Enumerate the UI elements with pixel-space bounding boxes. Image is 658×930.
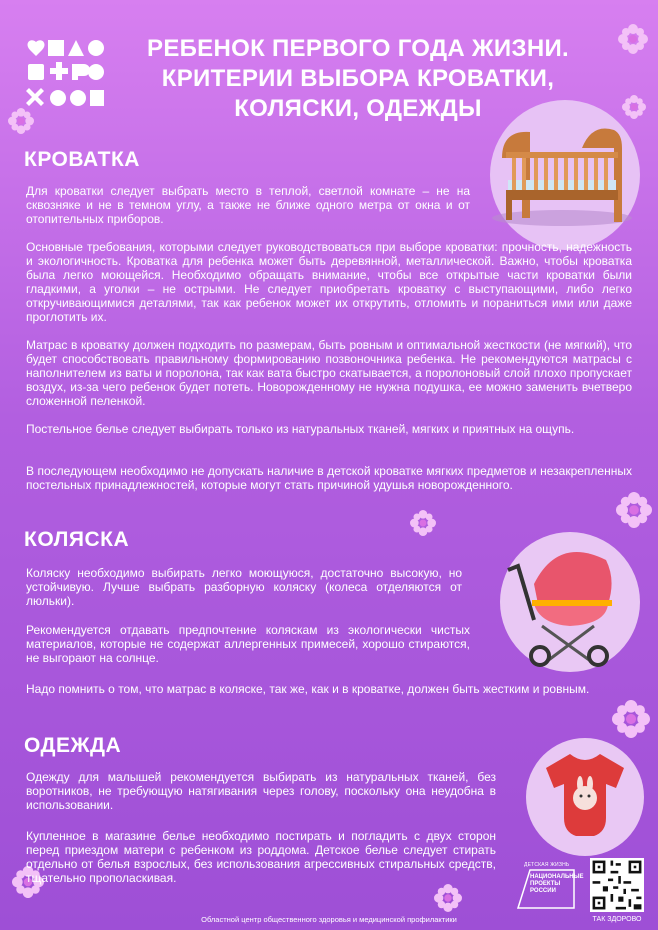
bodysuit-illustration <box>532 744 638 850</box>
title-line-2: КРИТЕРИИ ВЫБОРА КРОВАТКИ, <box>161 65 555 92</box>
clothes-paragraph-1: Одежду для малышей рекомендуется выбирать из натуральных тканей, без воротников, не требующую натягивания через голову, поскольку она неудобна в использовании. <box>26 770 496 812</box>
title-line-3: КОЛЯСКИ, ОДЕЖДЫ <box>234 95 482 122</box>
stroller-paragraph-1: Коляску необходимо выбирать легко моющуюся, достаточно высокую, но устойчивую. Лучше выбрать разборную коляску (колеса отделяются от люльки). <box>26 566 462 608</box>
stroller-illustration <box>498 540 628 670</box>
crib-paragraph-3: Матрас в кроватку должен подходить по размерам, быть ровным и оптимальной жесткости (не мягкий), что будет способствовать правильному формированию позвоночника ребенка. Не рекомендуются матрасы с наполнителем из ваты и поролона, так как вата быстро скатывается, а поролоновый слой плохо пропускает воздух, из-за чего ребенок будет потеть. Новорожденному не нужна подушка, ее можно заменить вчетверо сложенной пеленкой. <box>26 338 632 408</box>
crib-paragraph-4: Постельное белье следует выбирать только из натуральных тканей, мягких и приятных на ощупь. <box>26 422 575 436</box>
flower-icon <box>434 884 462 912</box>
flower-icon <box>612 700 650 738</box>
np-line-2: ПРОЕКТЫ <box>530 881 561 887</box>
qr-label: ТАК ЗДОРОВО <box>592 916 642 923</box>
flower-icon <box>8 108 34 134</box>
crib-illustration <box>482 118 632 228</box>
np-line-1: НАЦИОНАЛЬНЫЕ <box>530 874 584 880</box>
stroller-paragraph-2: Рекомендуется отдавать предпочтение коляскам из экологически чистых материалов, которые не содержат аллергенных примесей, хорошо стираются, не выгорают на солнце. <box>26 623 470 665</box>
np-small-label: ДЕТСКАЯ ЖИЗНЬ <box>524 862 570 868</box>
clothes-paragraph-2: Купленное в магазине белье необходимо постирать и погладить с двух сторон перед приездом матери с ребенком из роддома. Детское белье следует стирать отдельно от белья взрослых, без использования агрессивных стиральных средств, тщательно прополаскивая. <box>26 829 496 885</box>
flower-icon <box>410 510 436 536</box>
zdorovo-logo-icon <box>26 38 104 112</box>
np-line-3: РОССИИ <box>530 888 556 894</box>
national-projects-logo <box>516 860 584 910</box>
footer-organization: Областной центр общественного здоровья и медицинской профилактики <box>201 915 457 924</box>
stroller-heading: КОЛЯСКА <box>24 528 130 551</box>
crib-paragraph-2: Основные требования, которыми следует руководствоваться при выборе кроватки: прочность, надежность и экологичность. Кроватка для ребенка может быть деревянной, металлической. Важно, чтобы кроватка была легко моющейся. Необходимо обращать внимание, чтобы все открытые части кроватки были гладкими, а уголки – не острыми. Не следует приобретать кроватку с выступающими, либо легко откручивающимися деталями, так как ребенок может их открутить, отломить и пораниться ими или даже проглотить их. <box>26 240 632 324</box>
clothes-heading: ОДЕЖДА <box>24 734 122 757</box>
flower-icon <box>622 95 646 119</box>
stroller-paragraph-3: Надо помнить о том, что матрас в коляске, так же, как и в кроватке, должен быть жестким и ровным. <box>26 682 590 696</box>
flower-icon <box>618 24 648 54</box>
flower-icon <box>616 492 652 528</box>
title-line-1: РЕБЕНОК ПЕРВОГО ГОДА ЖИЗНИ. <box>147 35 569 62</box>
crib-heading: КРОВАТКА <box>24 148 140 171</box>
crib-paragraph-1: Для кроватки следует выбрать место в теплой, светлой комнате – не на сквозняке и не в темном углу, а также не ближе одного метра от окна и от отопительных приборов. <box>26 184 470 226</box>
qr-code[interactable] <box>590 858 644 912</box>
crib-paragraph-5: В последующем необходимо не допускать наличие в детской кроватке мягких предметов и незакрепленных постельных принадлежностей, которые могут стать причиной удушья новорожденного. <box>26 464 632 492</box>
